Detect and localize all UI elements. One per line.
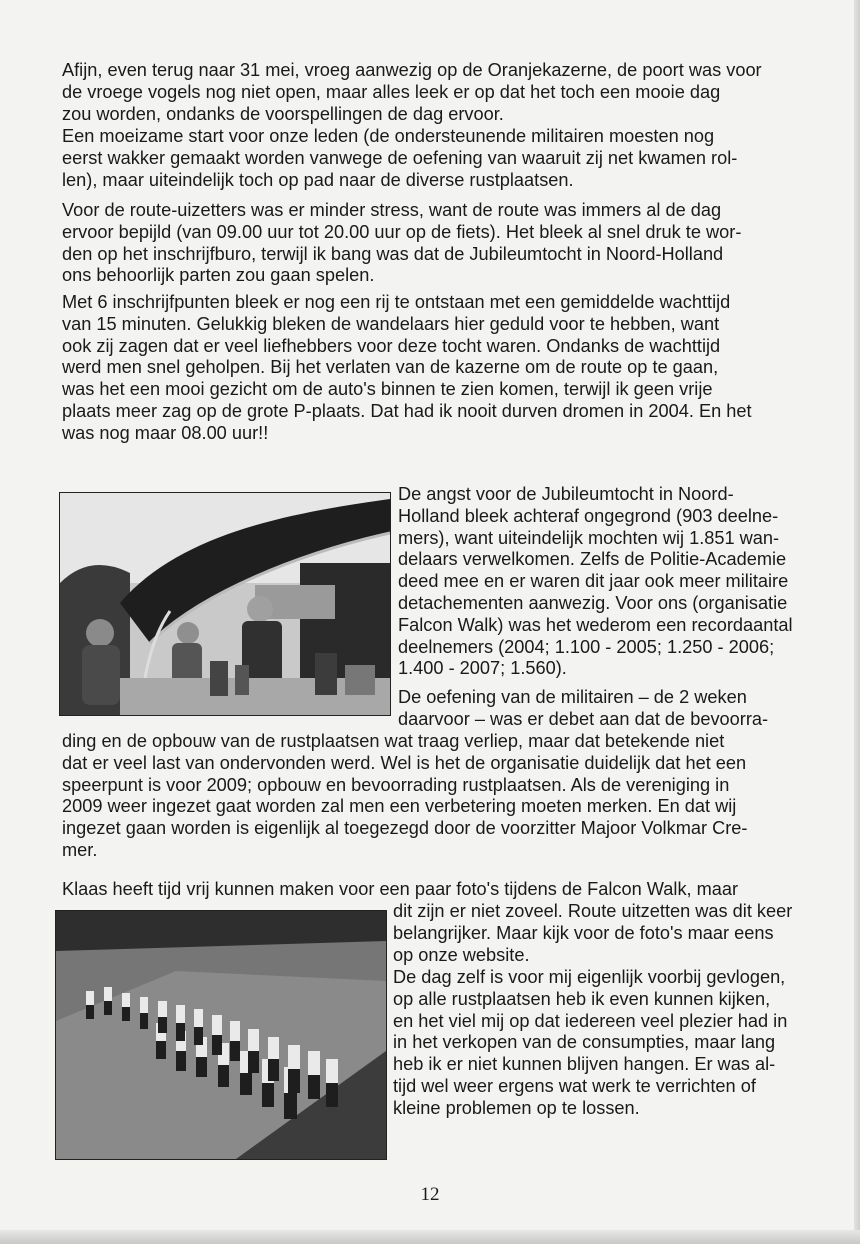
page-edge-bottom [0,1230,860,1244]
paragraph-intro: Afijn, even terug naar 31 mei, vroeg aanwezig op de Oranjekazerne, de poort was voor de vroege vogels nog niet open, maar alles leek er op dat het toch een mooie dag zou worden, ondanks de voorspellingen de dag ervoor. [62,60,762,124]
paragraph-photos-start: Klaas heeft tijd vrij kunnen maken voor een paar foto's tijdens de Falcon Walk, maar [62,879,739,899]
paragraph-exercise: ding en de opbouw van de rustplaatsen wat traag verliep, maar dat betekende niet dat er veel last van ondervonden werd. Wel is het de organisatie duidelijk dat het een speerpunt is voor 2009; opbouw en bevoorrading rustplaatsen. Als de vereniging in 2009 weer ingezet gaat worden zal men een verbetering moeten merken. En dat wij ingezet gaan worden is eigenlijk al toegezegd door de voorzitter Majoor Volkmar Cre- mer. [62,731,748,860]
paragraph-registration: Met 6 inschrijfpunten bleek er nog een rij te ontstaan met een gemiddelde wachttijd van 15 minuten. Gelukkig bleken de wandelaars hier geduld voor te hebben, want ook zij zagen dat er veel liefhebbers voor deze tocht waren. Ondanks de wachttijd werd men snel geholpen. Bij het verlaten van de kazerne om de route op te gaan, was het een mooi gezicht om de auto's binnen te zien komen, terwijl ik geen vrije plaats meer zag op de grote P-plaats. Dat had ik nooit durven dromen in 2004. En het was nog maar 08.00 uur!! [62,292,752,443]
paragraph-exercise-start: De oefening van de militairen – de 2 weken daarvoor – was er debet aan dat de bevoorra- [398,687,769,729]
page-edge [854,0,860,1244]
paragraph-jubilee: De angst voor de Jubileumtocht in Noord- Holland bleek achteraf ongegrond (903 deelne- mers), want uiteindelijk mochten wij 1.851 wan- delaars verwelkomen. Zelfs de Politie-Academie deed mee en er waren dit jaar ook meer militaire detachementen aanwezig. Voor ons (organisatie Falcon Walk) was het wederom een recordaantal deelnemers (2004; 1.100 - 2005; 1.250 - 2006; 1.400 - 2007; 1.560). [398,484,793,679]
paragraph-photos: dit zijn er niet zoveel. Route uitzetten was dit keer belangrijker. Maar kijk voor de foto's maar eens op onze website. [393,901,793,965]
paragraph-day: De dag zelf is voor mij eigenlijk voorbij gevlogen, op alle rustplaatsen heb ik even kunnen kijken, en het viel mij op dat iedereen veel plezier had in in het verkopen van de consumpties, maar lang heb ik er niet kunnen blijven hangen. Er was al- tijd wel weer ergens wat werk te verrichten of kleine problemen op te lossen. [393,967,788,1118]
tent-stand-photo [59,492,391,716]
tent-stand-image [60,493,390,715]
marching-group-photo [55,910,387,1160]
page-number: 12 [420,1184,440,1205]
paragraph-start: Een moeizame start voor onze leden (de ondersteunende militairen moesten nog eerst wakker gemaakt worden vanwege de oefening van waaruit zij net kwamen rol- len), maar uiteindelijk toch op pad naar de diverse rustplaatsen. [62,126,738,190]
paragraph-route: Voor de route-uizetters was er minder stress, want de route was immers al de dag ervoor bepijld (van 09.00 uur tot 20.00 uur op de fiets). Het bleek al snel druk te wor- den op het inschrijfburo, terwijl ik bang was dat de Jubileumtocht in Noord-Holland ons behoorlijk parten zou gaan spelen. [62,200,742,286]
marching-group-image [56,911,386,1159]
